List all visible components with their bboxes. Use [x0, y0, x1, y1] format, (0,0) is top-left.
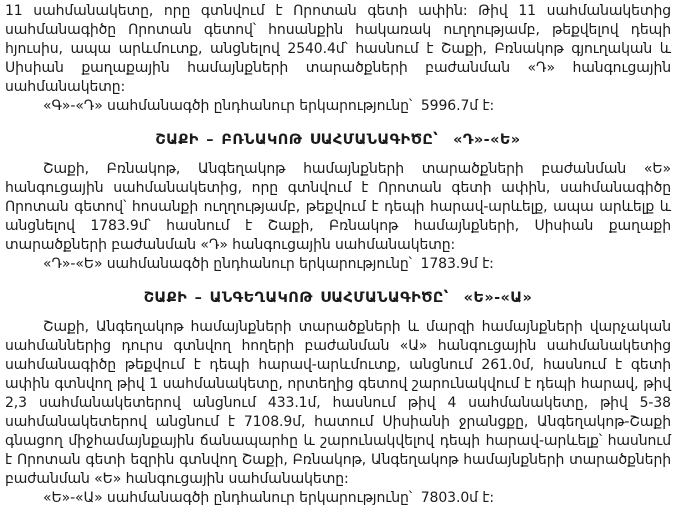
section-body-shaki-brnakot: Շաքի, Բռնակոթ, Անգեղակոթ համայնքների տարածքների բաժանման «Ե» հանգուցային սահմանակետից, որը գտնվում է Որոտան գետի ափին, սահմանագիծը Որոտան գետով՝ հոսանքի ուղղությամբ, թեքվում է դեպի հարավ-արևելք, ապա արևելք և անցնելով 1783.9մ՝ հասնում է Շաքի, Բռնակոթ համայնքների, Սիսիան քաղաքի տարածքների բաժանման «Դ» հանգուցային սահմանակետը:: [5, 161, 671, 253]
section-heading-shaki-angeghakot: ՇԱՔԻ – ԱՆԳԵՂԱԿՈԹ ՍԱՀՄԱՆԱԳԻԾԸ՝ «Ե»-«Ա»: [143, 290, 533, 306]
section-length-line-d-e: «Դ»-«Ե» սահմանագծի ընդհանուր երկարությունը՝ 1783.9մ է:: [43, 256, 494, 272]
section-heading-shaki-brnakot: ՇԱՔԻ – ԲՌՆԱԿՈԹ ՍԱՀՄԱՆԱԳԻԾԸ՝ «Դ»-«Ե»: [155, 132, 521, 148]
section-length-line-e-a: «Ե»-«Ա» սահմանագծի ընդհանուր երկարությունը՝ 7803.0մ է:: [43, 490, 494, 506]
section-body-shaki-angeghakot: Շաքի, Անգեղակոթ համայնքների տարածքների և մարզի համայնքների վարչական սահմաններից դուրս գտնվող հողերի բաժանման «Ա» հանգուցային սահմանակետից սահմանագիծը թեքվում է դեպի հարավ-արևմուտք, անցնում 261.0մ, հասնում է գետի ափին գտնվող թիվ 1 սահմանակետը, որտեղից գետով շարունակվում է դեպի հարավ, թիվ 2,3 սահմանակետերով անցնում 433.1մ, հասնում թիվ 4 սահմանակետը, թիվ 5-38 սահմանակետերով անցնում է 7108.9մ, հատում Սիսիանի ջրանցքը, Անգեղակոթ-Շաքի գնացող միջհամայնքային ճանապարհը և շարունակվելով դեպի հարավ-արևելք՝ հասնում է Որոտան գետի եզրին գտնվող Շաքի, Բռնակոթ, Անգեղակոթ համայնքների տարածքների բաժանման «Ե» հանգուցային սահմանակետը:: [5, 319, 671, 487]
intro-length-line: «Գ»-«Դ» սահմանագծի ընդհանուր երկարությունը՝ 5996.7մ է:: [43, 98, 495, 114]
intro-paragraph: 11 սահմանակետը, որը գտնվում է Որոտան գետի ափին: Թիվ 11 սահմանակետից սահմանագիծը Որոտան գետով՝ հոսանքին հակառակ ուղղությամբ, թեքվելով դեպի հյուսիս, ապա արևմուտք, անցնելով 2540.4մ՝ հասնում է Շաքի, Բռնակոթ գյուղական և Սիսիան քաղաքային համայնքների տարածքների բաժանման «Դ» հանգուցային սահմանակետը:: [5, 3, 671, 95]
